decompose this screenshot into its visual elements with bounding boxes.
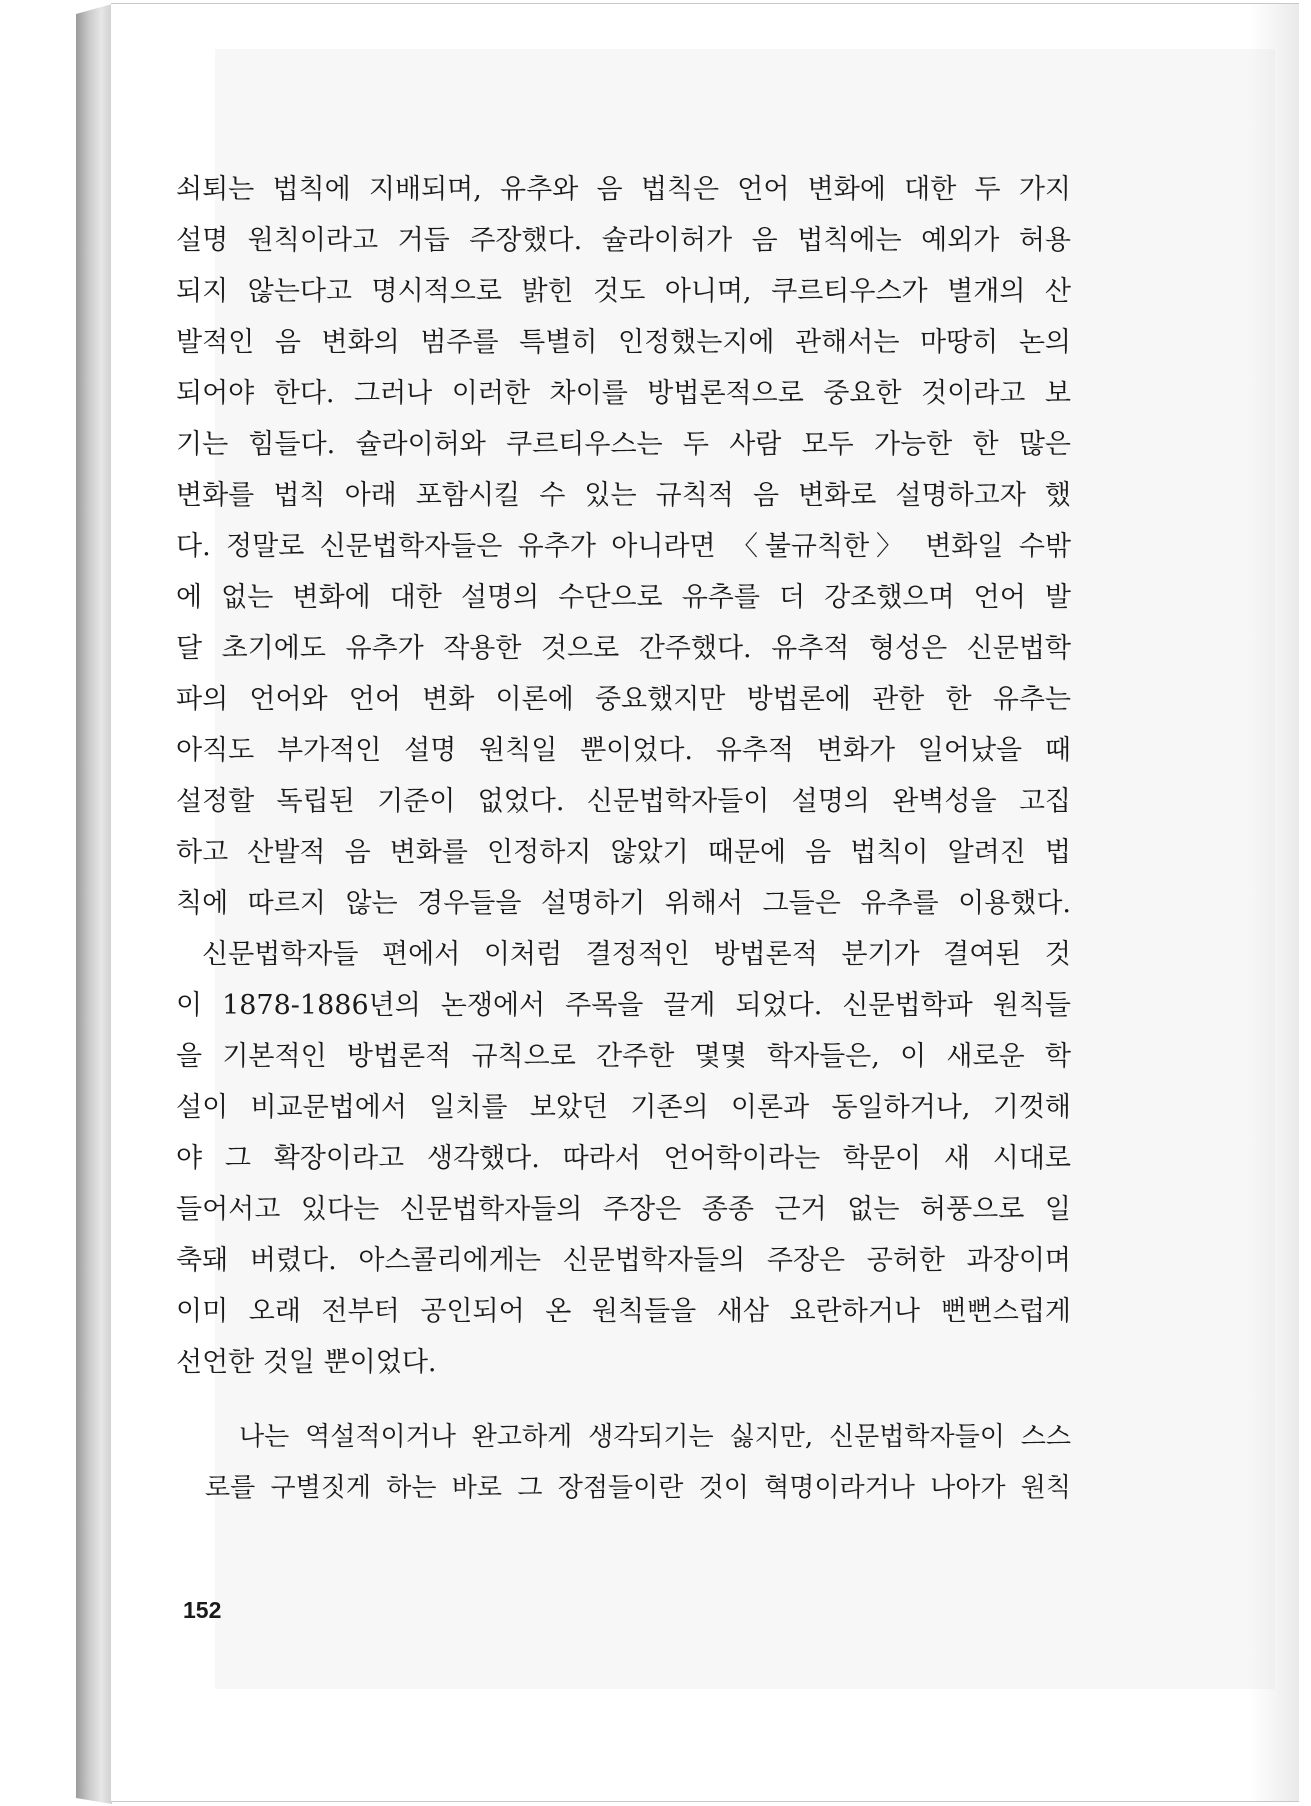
page-number: 152 [183, 1597, 222, 1623]
text-line: 기는 힘들다. 슐라이허와 쿠르티우스는 두 사람 모두 가능한 한 많은 [176, 429, 1071, 460]
book-spine [76, 4, 112, 1804]
text-line: 을 기본적인 방법론적 규칙으로 간주한 몇몇 학자들은, 이 새로운 학 [176, 1041, 1071, 1072]
text-line: 이미 오래 전부터 공인되어 온 원칙들을 새삼 요란하거나 뻔뻔스럽게 [176, 1296, 1071, 1327]
text-line: 되어야 한다. 그러나 이러한 차이를 방법론적으로 중요한 것이라고 보 [176, 378, 1071, 409]
body-text [176, 164, 1071, 1388]
text-line: 선언한 것일 뿐이었다. [176, 1347, 437, 1378]
text-line: 설명 원칙이라고 거듭 주장했다. 슐라이허가 음 법칙에는 예외가 허용 [176, 225, 1071, 256]
text-line: 이 1878-1886년의 논쟁에서 주목을 끌게 되었다. 신문법학파 원칙들 [176, 990, 1071, 1021]
text-line: 다. 정말로 신문법학자들은 유추가 아니라면 〈불규칙한〉 변화일 수밖 [176, 531, 1071, 562]
text-line: 설정할 독립된 기준이 없었다. 신문법학자들이 설명의 완벽성을 고집 [176, 786, 1071, 817]
text-line: 야 그 확장이라고 생각했다. 따라서 언어학이라는 학문이 새 시대로 [176, 1143, 1071, 1174]
text-line: 하고 산발적 음 변화를 인정하지 않았기 때문에 음 법칙이 알려진 법 [176, 837, 1071, 868]
text-line: 달 초기에도 유추가 작용한 것으로 간주했다. 유추적 형성은 신문법학 [176, 633, 1071, 664]
text-line: 축돼 버렸다. 아스콜리에게는 신문법학자들의 주장은 공허한 과장이며 [176, 1245, 1071, 1276]
text-line: 변화를 법칙 아래 포함시킬 수 있는 규칙적 음 변화로 설명하고자 했 [176, 480, 1071, 511]
text-line: 파의 언어와 언어 변화 이론에 중요했지만 방법론에 관한 한 유추는 [176, 684, 1071, 715]
text-line: 들어서고 있다는 신문법학자들의 주장은 종종 근거 없는 허풍으로 일 [176, 1194, 1071, 1225]
text-line: 신문법학자들 편에서 이처럼 결정적인 방법론적 분기가 결여된 것 [202, 939, 1071, 970]
text-line: 발적인 음 변화의 범주를 특별히 인정했는지에 관해서는 마땅히 논의 [176, 327, 1071, 358]
block-quote [205, 1412, 1071, 1514]
quote-line: 로를 구별짓게 하는 바로 그 장점들이란 것이 혁명이라거나 나아가 원칙 [205, 1473, 1071, 1503]
page-edge-shadow [1249, 4, 1299, 1801]
text-line: 칙에 따르지 않는 경우들을 설명하기 위해서 그들은 유추를 이용했다. [176, 888, 1071, 919]
text-line: 에 없는 변화에 대한 설명의 수단으로 유추를 더 강조했으며 언어 발 [176, 582, 1071, 613]
text-line: 아직도 부가적인 설명 원칙일 뿐이었다. 유추적 변화가 일어났을 때 [176, 735, 1071, 766]
quote-line: 나는 역설적이거나 완고하게 생각되기는 싫지만, 신문법학자들이 스스 [239, 1422, 1071, 1452]
text-line: 설이 비교문법에서 일치를 보았던 기존의 이론과 동일하거나, 기껏해 [176, 1092, 1071, 1123]
text-line: 되지 않는다고 명시적으로 밝힌 것도 아니며, 쿠르티우스가 별개의 산 [176, 276, 1071, 307]
text-line: 쇠퇴는 법칙에 지배되며, 유추와 음 법칙은 언어 변화에 대한 두 가지 [176, 174, 1071, 205]
